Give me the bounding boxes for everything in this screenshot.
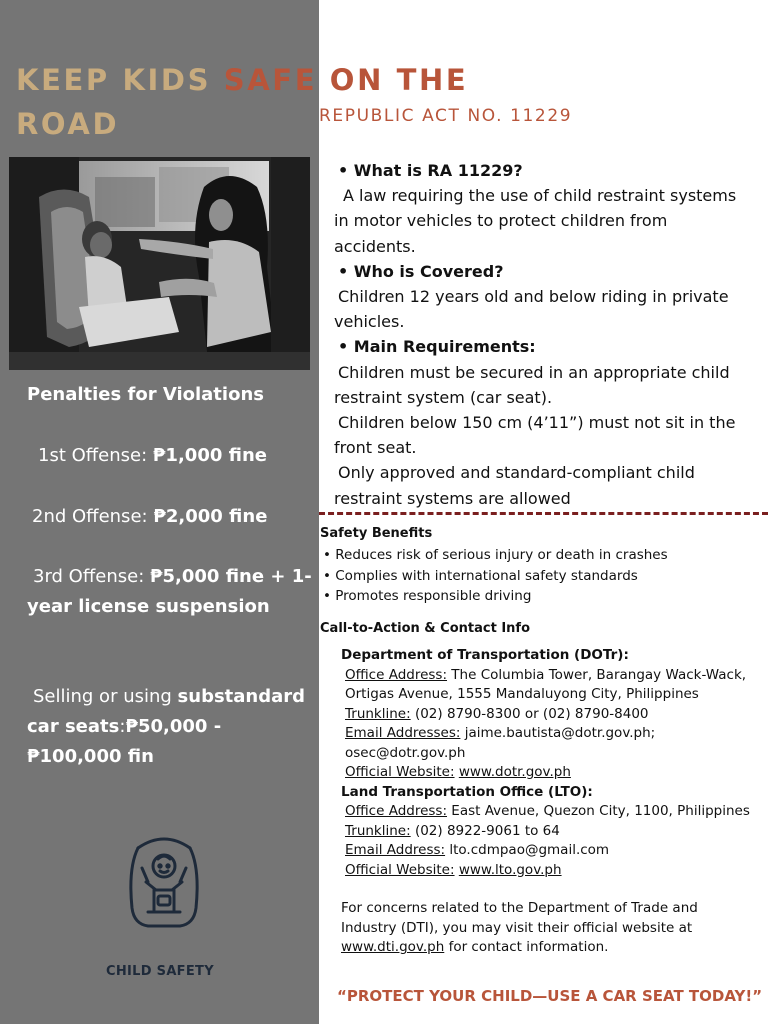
website-label: Official Website: xyxy=(345,764,455,780)
call-to-action: “PROTECT YOUR CHILD—USE A CAR SEAT TODAY!” xyxy=(337,987,763,1005)
lto-office xyxy=(341,802,761,822)
list-item: • Reduces risk of serious injury or death in crashes xyxy=(323,547,668,563)
office-address: East Avenue, Quezon City, 1100, Philippines xyxy=(447,803,750,819)
penalty-third-offense xyxy=(27,562,317,622)
trunkline-label: Trunkline: xyxy=(345,705,411,722)
answer-who-covered: Children 12 years old and below riding in private vehicles. xyxy=(334,287,729,332)
section-divider xyxy=(319,512,768,515)
question-main-requirements: • Main Requirements: xyxy=(338,337,536,357)
dti-note xyxy=(341,899,741,958)
dotr-website-link[interactable]: www.dotr.gov.ph xyxy=(458,764,571,780)
penalty-label: 3rd Offense: xyxy=(33,566,150,587)
trunkline-number: (02) 8790-8300 or (02) 8790-8400 xyxy=(410,705,649,722)
requirement-2: Children below 150 cm (4’11”) must not sit in the front seat. xyxy=(334,413,736,458)
office-address-label: Office Address: xyxy=(345,666,448,683)
subtitle: REPUBLIC ACT NO. 11229 xyxy=(319,106,573,126)
lto-email xyxy=(341,841,761,861)
contact-heading: Call-to-Action & Contact Info xyxy=(320,621,531,636)
penalty-bold-label: substandard car seats xyxy=(27,686,306,737)
requirement-1: Children must be secured in an appropriate child restraint system (car seat). xyxy=(334,362,730,407)
penalty-amount: ₱1,000 fine xyxy=(152,445,267,466)
penalty-label: 1st Offense: xyxy=(38,445,153,466)
lto-website-link[interactable]: www.lto.gov.ph xyxy=(458,861,562,878)
penalty-amount: ₱5,000 fine + 1-year license suspension xyxy=(27,566,312,617)
icon-caption: CHILD SAFETY xyxy=(106,964,214,979)
office-address: The Columbia Tower, Barangay Wack-Wack, Ortigas Avenue, 1555 Mandaluyong City, Philippines xyxy=(345,666,747,702)
penalties-heading: Penalties for Violations xyxy=(27,384,264,405)
question-what-is: • What is RA 11229? xyxy=(338,161,523,180)
dotr-email xyxy=(341,724,761,763)
answer-what-is: A law requiring the use of child restraint systems in motor vehicles to protect children from accidents. xyxy=(334,186,737,256)
dti-text-a: For concerns related to the Department of Trade and Industry (DTI), you may visit their official website at xyxy=(341,900,698,936)
trunkline-number: (02) 8922-9061 to 64 xyxy=(410,822,560,839)
penalty-second-offense xyxy=(32,502,322,532)
title-line-2: ROAD xyxy=(16,107,120,141)
ra-info-section xyxy=(334,158,754,511)
safety-benefits-list xyxy=(323,545,668,607)
website-label: Official Website: xyxy=(345,861,455,878)
email-label: Email Addresses: xyxy=(345,725,461,741)
penalty-label: 2nd Offense: xyxy=(32,506,154,527)
safety-benefits-heading: Safety Benefits xyxy=(320,526,433,541)
dotr-website xyxy=(341,763,761,783)
mother-child-car-seat-photo xyxy=(9,157,310,370)
dotr-office xyxy=(341,666,761,705)
email-address: jaime.bautista@dotr.gov.ph; osec@dotr.gov.ph xyxy=(345,725,656,761)
lto-website xyxy=(341,861,761,881)
penalty-colon: : xyxy=(119,716,126,737)
requirement-3: Only approved and standard-compliant child restraint systems are allowed xyxy=(334,463,695,508)
contact-info xyxy=(341,646,761,880)
dotr-trunkline xyxy=(341,705,761,725)
title-part-a: KEEP KIDS xyxy=(16,63,224,97)
penalty-substandard-seats xyxy=(27,682,317,772)
email-address: lto.cdmpao@gmail.com xyxy=(445,842,610,858)
page-title xyxy=(16,62,766,98)
penalty-amount: ₱2,000 fine xyxy=(153,506,268,527)
dotr-name: Department of Transportation (DOTr): xyxy=(341,647,629,663)
office-address-label: Office Address: xyxy=(345,803,448,819)
dti-text-b: for contact information. xyxy=(444,939,609,955)
list-item: • Promotes responsible driving xyxy=(323,588,532,604)
lto-name: Land Transportation Office (LTO): xyxy=(341,783,593,800)
list-item: • Complies with international safety standards xyxy=(323,567,638,584)
lto-trunkline xyxy=(341,822,761,842)
child-car-seat-icon xyxy=(118,828,210,936)
trunkline-label: Trunkline: xyxy=(345,822,411,839)
dti-website-link[interactable]: www.dti.gov.ph xyxy=(341,939,445,955)
email-label: Email Address: xyxy=(345,842,446,858)
penalty-first-offense xyxy=(38,441,328,471)
penalty-amount: ₱50,000 - ₱100,000 fin xyxy=(27,716,222,767)
title-part-b: SAFE ON THE xyxy=(223,63,469,97)
penalty-label: Selling or using xyxy=(33,686,178,707)
question-who-covered: • Who is Covered? xyxy=(338,261,504,281)
